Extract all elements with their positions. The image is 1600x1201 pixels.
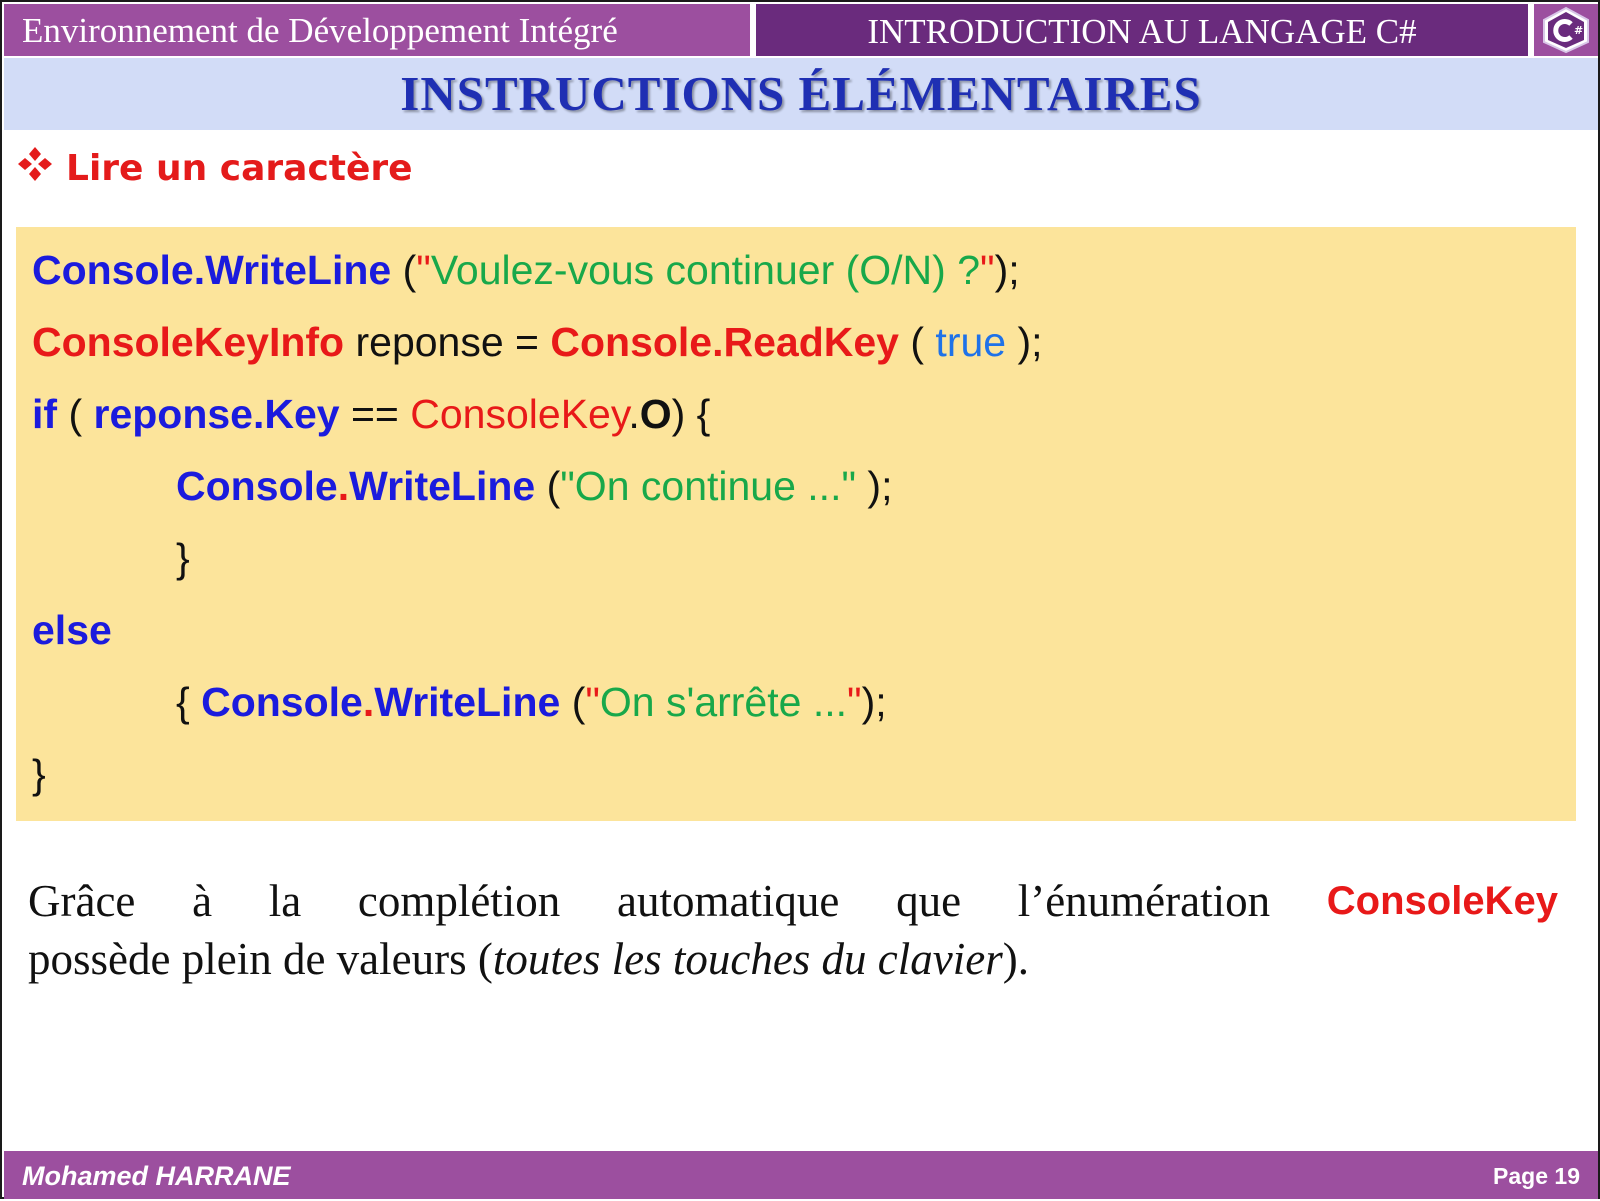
footer-bar <box>4 1151 1598 1199</box>
header-chapter-title: INTRODUCTION AU LANGAGE C# <box>756 4 1528 56</box>
slide-title: INSTRUCTIONS ÉLÉMENTAIRES <box>400 66 1202 121</box>
code-block <box>16 227 1576 821</box>
consolekey-keyword: ConsoleKey <box>1326 879 1558 923</box>
code-line: else <box>32 607 112 653</box>
code-line: { Console.WriteLine ("On s'arrête ..."); <box>176 679 887 725</box>
author-name: Mohamed HARRANE <box>22 1161 291 1191</box>
code-line: if ( reponse.Key == ConsoleKey.O) { <box>32 391 711 437</box>
diamond-bullet-icon <box>16 145 54 192</box>
page-number: Page 19 <box>1493 1163 1580 1189</box>
paragraph-line-1: Grâce à la complétion automatique que l’énumération ConsoleKey <box>28 872 1558 930</box>
header-course-title: Environnement de Développement Intégré <box>4 4 750 56</box>
code-line: } <box>32 751 46 797</box>
code-line: } <box>176 535 190 581</box>
explanation-paragraph <box>28 872 1558 988</box>
section-title: Lire un caractère <box>66 147 413 189</box>
code-line: Console.WriteLine ("Voulez-vous continuer (O/N) ?"); <box>32 247 1020 293</box>
code-line: ConsoleKeyInfo reponse = Console.ReadKey ( true ); <box>32 319 1043 365</box>
svg-text:#: # <box>1574 24 1584 37</box>
paragraph-line-2: possède plein de valeurs (toutes les touches du clavier). <box>28 934 1029 984</box>
slide-title-band <box>4 58 1598 130</box>
code-line: Console.WriteLine ("On continue ..." ); <box>176 463 893 509</box>
csharp-logo-icon <box>1534 4 1598 56</box>
section-heading <box>16 140 413 196</box>
